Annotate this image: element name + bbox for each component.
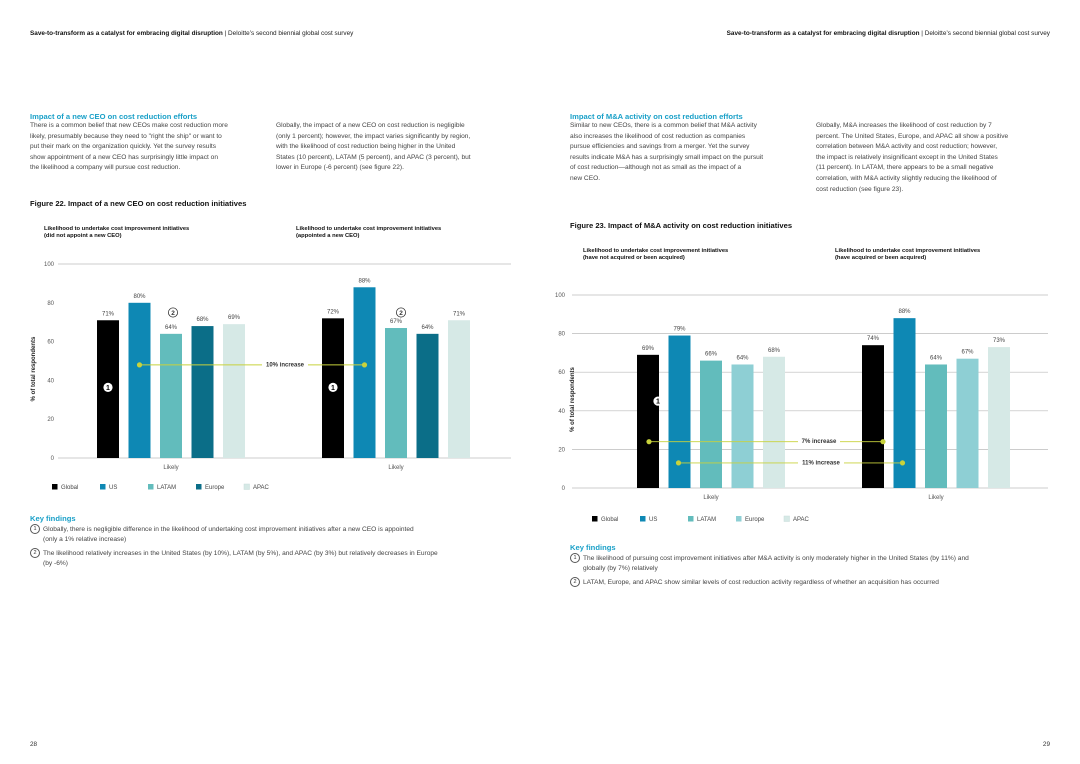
text-line: new CEO. (570, 174, 601, 182)
text-line: (only 1 percent); however, the impact varies significantly by region, (276, 132, 471, 140)
panel-title-line: (appointed a new CEO) (296, 233, 360, 240)
legend-label-us: US (649, 517, 658, 523)
legend-label-europe: Europe (205, 485, 225, 491)
bar-europe (957, 359, 979, 488)
annotation-dot (137, 362, 142, 367)
figure22-finding-2 (30, 548, 530, 570)
bar-value-label: 72% (326, 309, 340, 316)
y-tick-label: 20 (47, 417, 54, 424)
finding-text: The likelihood of pursuing cost improvement initiatives after M&A activity is only moderately higher in the United States (by 11%) and (583, 554, 969, 562)
finding-text: (by -6%) (43, 560, 68, 568)
bar-latam (385, 328, 407, 458)
figure23-finding-2 (570, 577, 1060, 588)
bar-value-label: 64% (929, 355, 943, 362)
bar-europe (417, 334, 439, 458)
y-tick-label: 0 (50, 456, 54, 462)
text-line: correlation between M&A activity and cost reduction; however, (816, 143, 998, 151)
x-category-label: Likely (163, 465, 179, 471)
finding-number: 1 (30, 524, 40, 534)
figure22-finding-1 (30, 524, 530, 546)
figure23-title: Figure 23. Impact of M&A activity on cost reduction initiatives (570, 221, 793, 230)
legend-swatch-us (100, 484, 106, 490)
bar-us (354, 287, 376, 458)
bar-latam (160, 334, 182, 458)
running-head-left-bold: Save-to-transform as a catalyst for embracing digital disruption (30, 30, 223, 37)
text-line: correlation, with M&A activity slightly reducing the likelihood of (816, 174, 997, 182)
figure23-chart (540, 0, 1080, 540)
panel-title-line: Likelihood to undertake cost improvement initiatives (44, 226, 190, 232)
text-line: cost reduction (see figure 23). (816, 185, 904, 193)
y-tick-label: 100 (43, 262, 54, 268)
bar-latam (925, 364, 947, 488)
bar-apac (763, 357, 785, 488)
text-line: the impact is relatively insignificant except in the United States (816, 153, 998, 161)
marker-1-label: 1 (106, 384, 110, 392)
panel-title-line: Likelihood to undertake cost improvement initiatives (583, 248, 729, 254)
marker-1-label: 1 (331, 384, 335, 392)
marker-2-label: 2 (171, 309, 175, 317)
annotation-label: 10% increase (265, 362, 305, 369)
text-line: the likelihood a company will pursue cost reduction. (30, 164, 181, 172)
running-head-right-rest: | Deloitte’s second biennial global cost survey (921, 30, 1050, 37)
annotation-dot (676, 460, 681, 465)
text-line: percent. The United States, Europe, and APAC all show a positive (816, 132, 1009, 140)
bar-value-label: 64% (164, 324, 178, 331)
legend-swatch-latam (688, 516, 694, 522)
bar-europe (192, 326, 214, 458)
legend-label-apac: APAC (253, 485, 269, 491)
finding-text: (only a 1% relative increase) (43, 536, 127, 544)
bar-value-label: 67% (961, 349, 974, 356)
x-category-label: Likely (928, 495, 944, 501)
section-title-new-ceo: Impact of a new CEO on cost reduction efforts (30, 112, 198, 121)
y-tick-label: 60 (558, 370, 565, 377)
bar-global (862, 345, 884, 488)
bar-value-label: 68% (196, 317, 209, 324)
marker-2-label: 2 (399, 309, 403, 317)
bar-value-label: 64% (421, 324, 434, 331)
text-line: lower in Europe (-6 percent) (see figure 22). (276, 164, 404, 172)
page-number-left: 28 (30, 741, 38, 748)
annotation-dot (880, 439, 885, 444)
y-tick-label: 80 (47, 300, 54, 307)
legend-label-europe: Europe (745, 517, 765, 523)
figure23-key-findings-title: Key findings (570, 543, 616, 552)
bar-value-label: 69% (227, 315, 241, 322)
section-title-ma: Impact of M&A activity on cost reduction efforts (570, 112, 743, 121)
bar-europe (732, 364, 754, 488)
finding-text: LATAM, Europe, and APAC show similar levels of cost reduction activity regardless of whether an acquisition has occurred (583, 578, 939, 586)
figure22-key-findings-title: Key findings (30, 514, 76, 523)
figure22-chart (0, 0, 540, 500)
y-tick-label: 0 (561, 486, 565, 492)
legend-swatch-apac (244, 484, 250, 490)
bar-value-label: 64% (736, 355, 749, 362)
legend-swatch-global (592, 516, 598, 522)
finding-number: 2 (570, 577, 580, 587)
legend-label-us: US (109, 485, 118, 491)
x-category-label: Likely (388, 465, 404, 471)
y-tick-label: 100 (554, 293, 565, 299)
bar-value-label: 80% (133, 293, 146, 300)
bar-us (129, 303, 151, 458)
panel-title-line: (did not appoint a new CEO) (44, 233, 122, 240)
figure22-title: Figure 22. Impact of a new CEO on cost reduction initiatives (30, 199, 247, 208)
text-line: (11 percent). In LATAM, there appears to be a small negative (816, 164, 994, 172)
bar-latam (700, 361, 722, 488)
legend-swatch-latam (148, 484, 154, 490)
y-axis-label: % of total respondents (570, 367, 576, 432)
legend-label-global: Global (61, 485, 79, 491)
bar-value-label: 69% (641, 345, 655, 352)
finding-text: The likelihood relatively increases in the United States (by 10%), LATAM (by 5%), and APAC (by 3%) but relatively decreases in Europe (43, 549, 438, 557)
bar-value-label: 71% (101, 311, 115, 318)
bar-apac (988, 347, 1010, 488)
y-tick-label: 40 (558, 408, 565, 415)
bar-value-label: 88% (898, 309, 911, 316)
figure23-finding-1 (570, 553, 1060, 575)
text-line: show appointment of a new CEO has surprisingly little impact on (30, 153, 219, 161)
running-head-left-rest: | Deloitte’s second biennial global cost survey (224, 30, 354, 37)
marker-1-label: 1 (656, 398, 660, 406)
bar-value-label: 66% (704, 351, 718, 358)
page-number-right: 29 (1042, 741, 1050, 748)
y-tick-label: 60 (47, 339, 54, 346)
finding-text: Globally, there is negligible difference in the likelihood of undertaking cost improvement initiatives after a new CEO is appointed (43, 525, 414, 533)
text-line: There is a common belief that new CEOs make cost reduction more (30, 122, 228, 129)
y-tick-label: 80 (558, 331, 565, 338)
y-tick-label: 40 (47, 378, 54, 385)
finding-number: 2 (30, 548, 40, 558)
legend-label-global: Global (601, 517, 619, 523)
panel-title-line: (have acquired or been acquired) (835, 255, 927, 262)
y-tick-label: 20 (558, 447, 565, 454)
annotation-label: 11% increase (802, 460, 840, 467)
x-category-label: Likely (703, 495, 719, 501)
y-axis-label: % of total respondents (31, 336, 37, 402)
finding-text: globally (by 7%) relatively (583, 565, 658, 573)
text-line: with the likelihood of cost reduction being higher in the United (276, 143, 456, 151)
finding-number: 1 (570, 553, 580, 563)
text-line: Globally, M&A increases the likelihood of cost reduction by 7 (816, 122, 992, 129)
bar-value-label: 79% (673, 326, 686, 333)
text-line: also increases the likelihood of cost reduction as companies (570, 132, 746, 140)
panel-title-line: (have not acquired or been acquired) (583, 255, 685, 262)
text-line: States (10 percent), LATAM (5 percent), and APAC (3 percent), but (276, 153, 471, 161)
annotation-dot (646, 439, 651, 444)
legend-label-apac: APAC (793, 517, 809, 523)
legend-label-latam: LATAM (157, 485, 177, 491)
legend-swatch-europe (196, 484, 202, 490)
panel-title-line: Likelihood to undertake cost improvement initiatives (296, 226, 442, 232)
panel-title-line: Likelihood to undertake cost improvement initiatives (835, 248, 981, 254)
legend-swatch-global (52, 484, 58, 490)
legend-swatch-apac (784, 516, 790, 522)
annotation-label: 7% increase (801, 439, 837, 446)
text-line: results indicate M&A has a surprisingly small impact on the pursuit (570, 153, 764, 161)
bar-value-label: 67% (389, 319, 403, 326)
text-line: Globally, the impact of a new CEO on cost reduction is negligible (276, 122, 465, 129)
text-line: likely, presumably because they need to "right the ship" or want to (30, 132, 222, 140)
bar-apac (223, 324, 245, 458)
running-head-right-bold: Save-to-transform as a catalyst for embracing digital disruption (726, 30, 920, 37)
legend-swatch-europe (736, 516, 742, 522)
bar-value-label: 74% (866, 336, 880, 343)
bar-value-label: 73% (992, 338, 1006, 345)
bar-value-label: 68% (767, 347, 781, 354)
text-line: pursue efficiencies and savings from a merger. Yet the survey (570, 143, 750, 151)
legend-swatch-us (640, 516, 646, 522)
text-line: Similar to new CEOs, there is a common belief that M&A activity (570, 122, 757, 129)
legend-label-latam: LATAM (697, 517, 717, 523)
bar-global (637, 355, 659, 488)
annotation-dot (362, 362, 367, 367)
text-line: of cost reduction—although not as small as the impact of a (570, 164, 742, 172)
text-line: put their mark on the organization quickly. Yet the survey results (30, 143, 217, 151)
bar-apac (448, 320, 470, 458)
bar-value-label: 88% (358, 278, 371, 285)
bar-value-label: 71% (452, 311, 466, 318)
annotation-dot (900, 460, 905, 465)
